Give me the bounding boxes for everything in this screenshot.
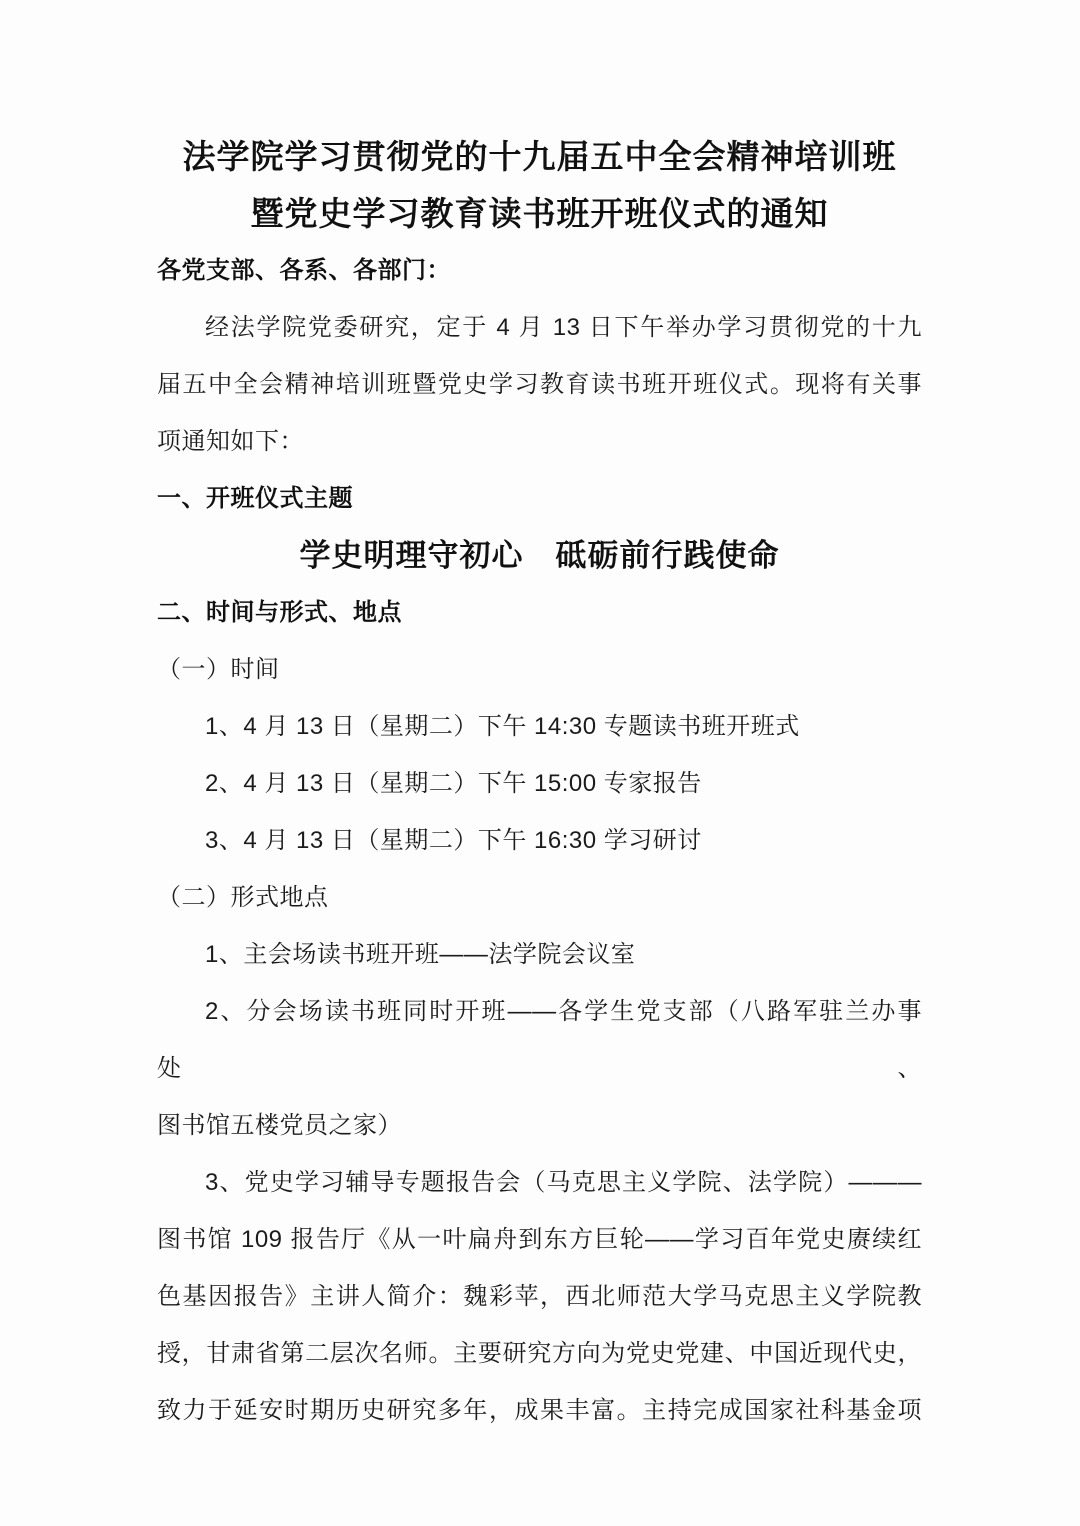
document-title-line: 法学院学习贯彻党的十九届五中全会精神培训班	[182, 138, 897, 175]
document-line: 项通知如下：	[157, 428, 304, 455]
theme-line: 学史明理守初心 砥砺前行践使命	[299, 538, 780, 573]
document-line: 图书馆五楼党员之家）	[157, 1112, 402, 1139]
document-line: 图书馆 109 报告厅《从一叶扁舟到东方巨轮——学习百年党史赓续红	[157, 1226, 922, 1253]
document-line: 1、主会场读书班开班——法学院会议室	[205, 941, 636, 968]
section-heading: 各党支部、各系、各部门：	[157, 257, 451, 284]
document-line: 届五中全会精神培训班暨党史学习教育读书班开班仪式。现将有关事	[157, 371, 922, 398]
document-line: 授，甘肃省第二层次名师。主要研究方向为党史党建、中国近现代史，	[157, 1340, 922, 1367]
document-line: 色基因报告》主讲人简介：魏彩苹，西北师范大学马克思主义学院教	[157, 1283, 922, 1310]
document-line: 3、党史学习辅导专题报告会（马克思主义学院、法学院）———	[205, 1169, 922, 1196]
document-title-line: 暨党史学习教育读书班开班仪式的通知	[250, 195, 829, 232]
document-line: 2、4 月 13 日（星期二）下午 15:00 专家报告	[205, 770, 702, 797]
section-heading: 一、开班仪式主题	[157, 485, 353, 512]
document-line: 3、4 月 13 日（星期二）下午 16:30 学习研讨	[205, 827, 702, 854]
section-heading: 二、时间与形式、地点	[157, 599, 402, 626]
document-line: 致力于延安时期历史研究多年，成果丰富。主持完成国家社科基金项	[157, 1397, 922, 1424]
document-line: （二）形式地点	[157, 884, 329, 911]
document-line: 2、分会场读书班同时开班——各学生党支部（八路军驻兰办事处、	[157, 998, 922, 1082]
document-line: 经法学院党委研究，定于 4 月 13 日下午举办学习贯彻党的十九	[205, 314, 922, 341]
document-line: （一）时间	[157, 656, 280, 683]
document-line: 1、4 月 13 日（星期二）下午 14:30 专题读书班开班式	[205, 713, 800, 740]
